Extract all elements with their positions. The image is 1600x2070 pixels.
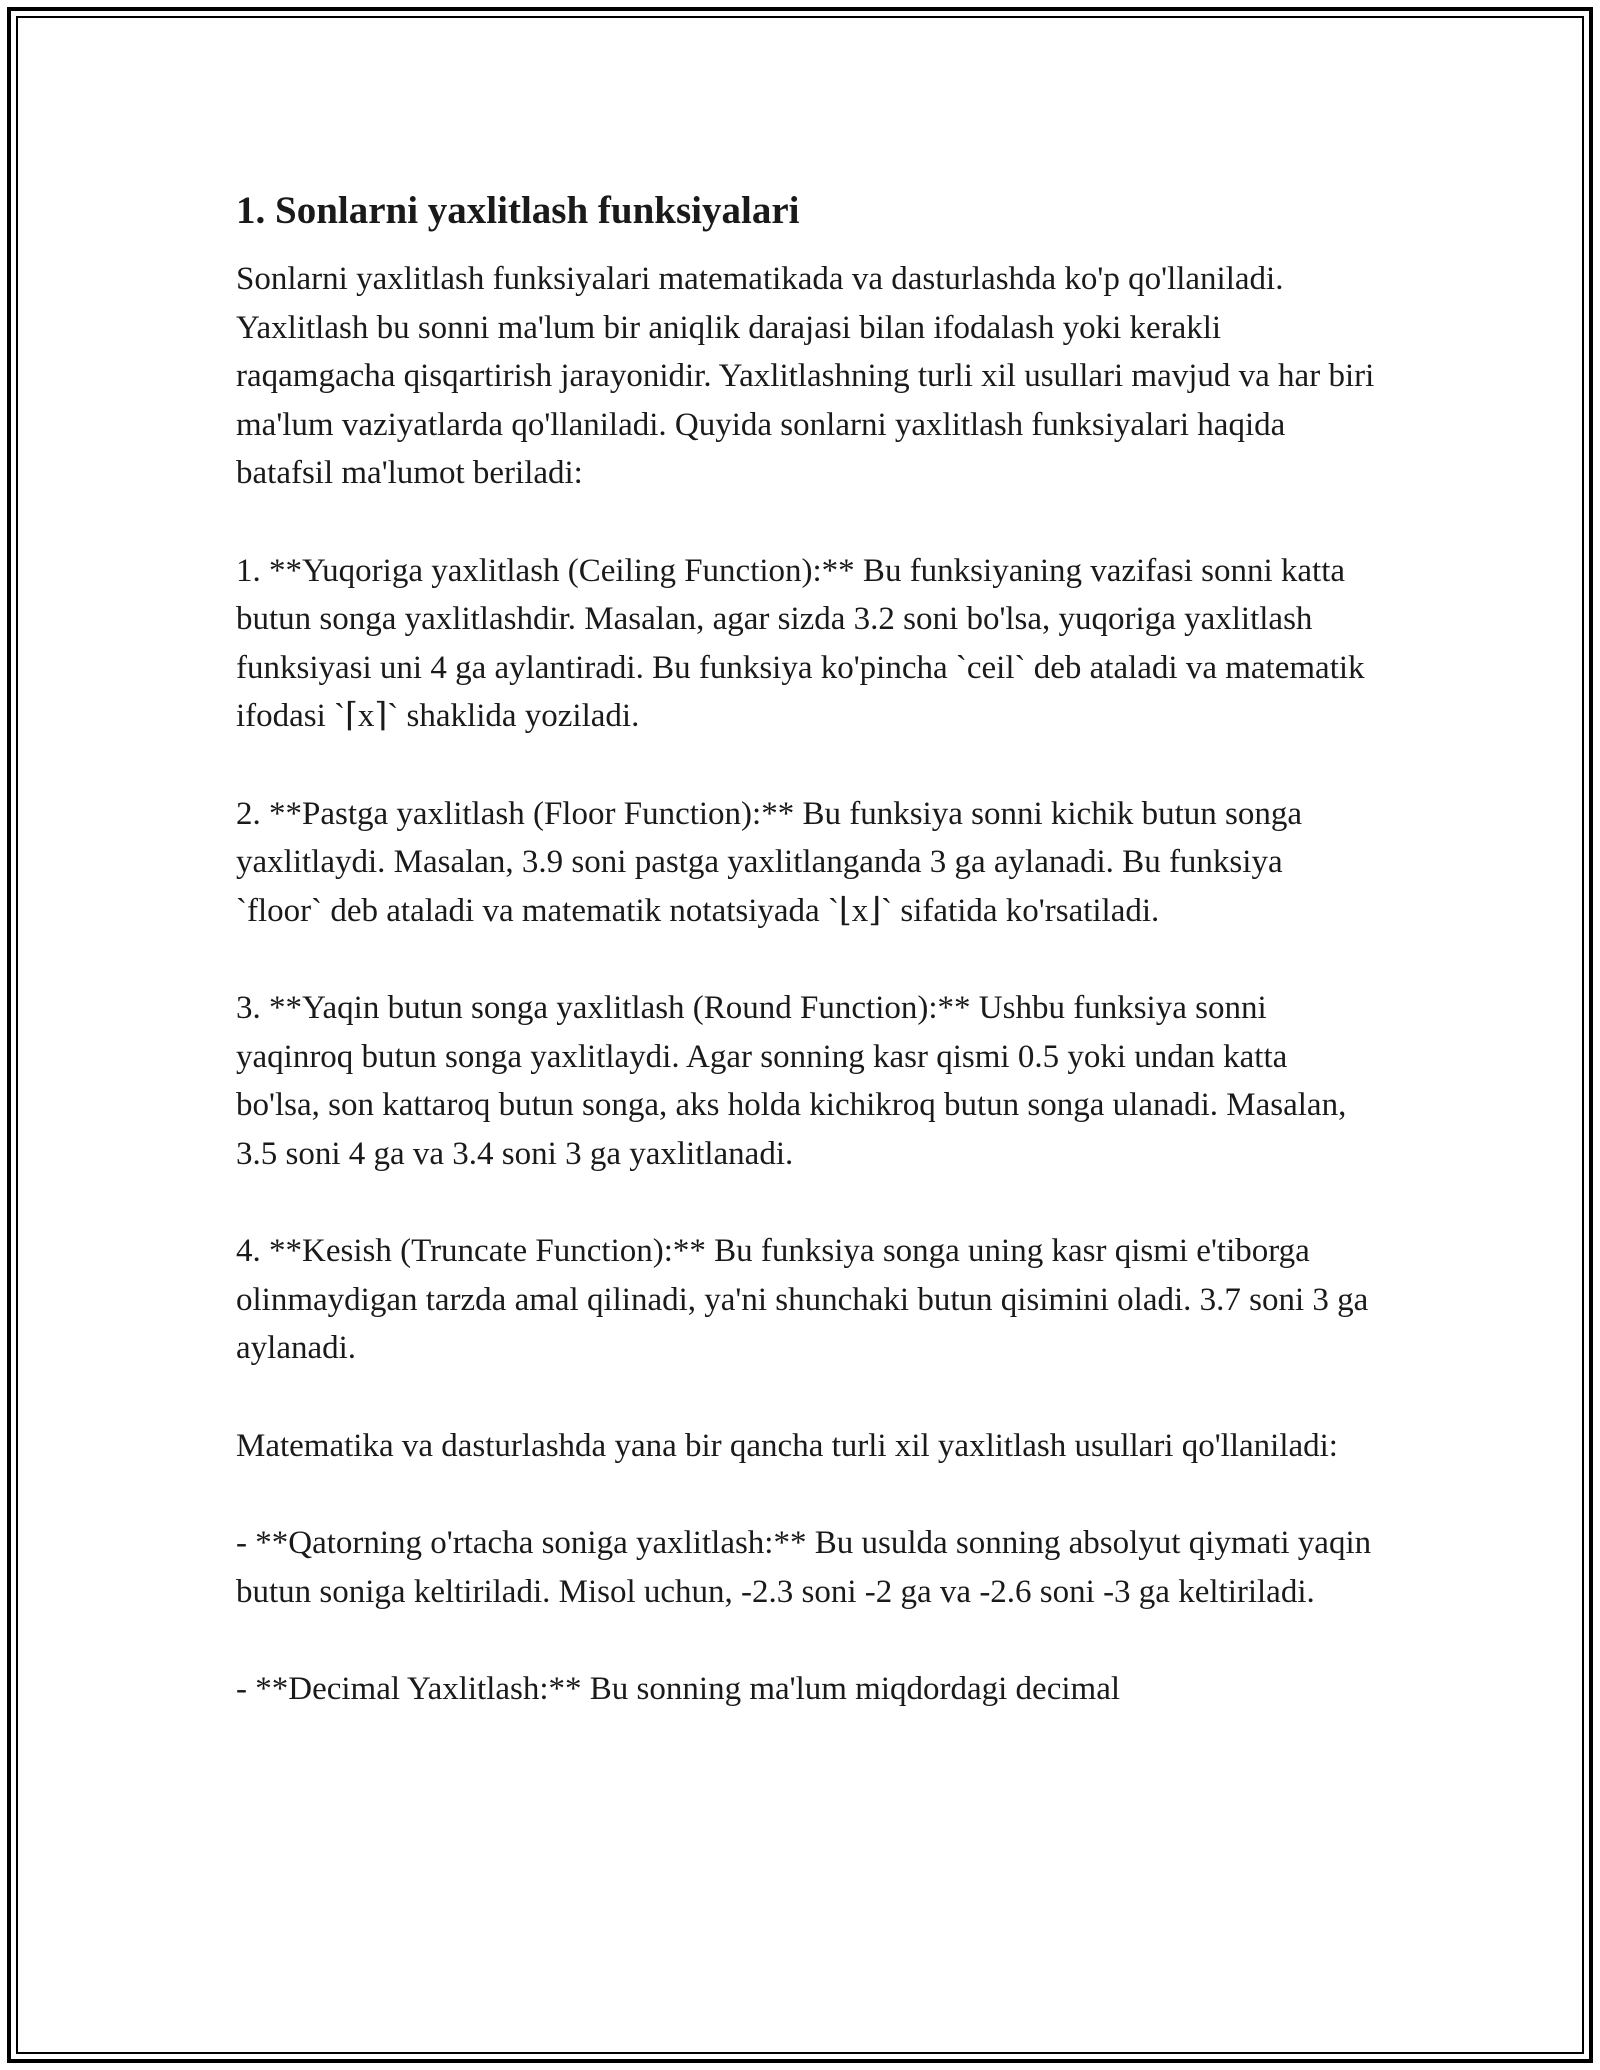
decimal-rounding-paragraph: - **Decimal Yaxlitlash:** Bu sonning ma'lum miqdordagi decimal <box>236 1671 1121 1707</box>
document-body <box>236 185 1376 1763</box>
ceiling-function-paragraph: 1. **Yuqoriga yaxlitlash (Ceiling Function):** Bu funksiyaning vazifasi sonni katta butun songa yaxlitlashdir. Masalan, agar sizda 3.2 soni bo'lsa, yuqoriga yaxlitlash funksiyasi uni 4 ga aylantiradi. Bu funksiya ko'pincha `ceil` deb ataladi va matematik ifodasi `⌈x⌉` shaklida yoziladi. <box>236 552 1365 734</box>
document-title: 1. Sonlarni yaxlitlash funksiyalari <box>236 189 800 232</box>
round-function-paragraph: 3. **Yaqin butun songa yaxlitlash (Round Function):** Ushbu funksiya sonni yaqinroq butun songa yaxlitlaydi. Agar sonning kasr qismi 0.5 yoki undan katta bo'lsa, son kattaroq butun songa, aks holda kichikroq butun songa ulanadi. Masalan, 3.5 soni 4 ga va 3.4 soni 3 ga yaxlitlanadi. <box>236 990 1347 1172</box>
floor-function-paragraph: 2. **Pastga yaxlitlash (Floor Function):** Bu funksiya sonni kichik butun songa yaxlitlaydi. Masalan, 3.9 soni pastga yaxlitlanganda 3 ga aylanadi. Bu funksiya `floor` deb ataladi va matematik notatsiyada `⌊x⌋` sifatida ko'rsatiladi. <box>236 795 1303 929</box>
intro-paragraph: Sonlarni yaxlitlash funksiyalari matematikada va dasturlashda ko'p qo'llaniladi. Yaxlitlash bu sonni ma'lum bir aniqlik darajasi bilan ifodalash yoki kerakli raqamgacha qisqartirish jarayonidir. Yaxlitlashning turli xil usullari mavjud va har biri ma'lum vaziyatlarda qo'llaniladi. Quyida sonlarni yaxlitlash funksiyalari haqida batafsil ma'lumot beriladi: <box>236 261 1375 491</box>
truncate-function-paragraph: 4. **Kesish (Truncate Function):** Bu funksiya songa uning kasr qismi e'tiborga olinmaydigan tarzda amal qilinadi, ya'ni shunchaki butun qisimini oladi. 3.7 soni 3 ga aylanadi. <box>236 1233 1369 1366</box>
average-rounding-paragraph: - **Qatorning o'rtacha soniga yaxlitlash:** Bu usulda sonning absolyut qiymati yaqin butun soniga keltiriladi. Misol uchun, -2.3 soni -2 ga va -2.6 soni -3 ga keltiriladi. <box>236 1525 1372 1610</box>
other-methods-paragraph: Matematika va dasturlashda yana bir qancha turli xil yaxlitlash usullari qo'llaniladi: <box>236 1427 1338 1464</box>
